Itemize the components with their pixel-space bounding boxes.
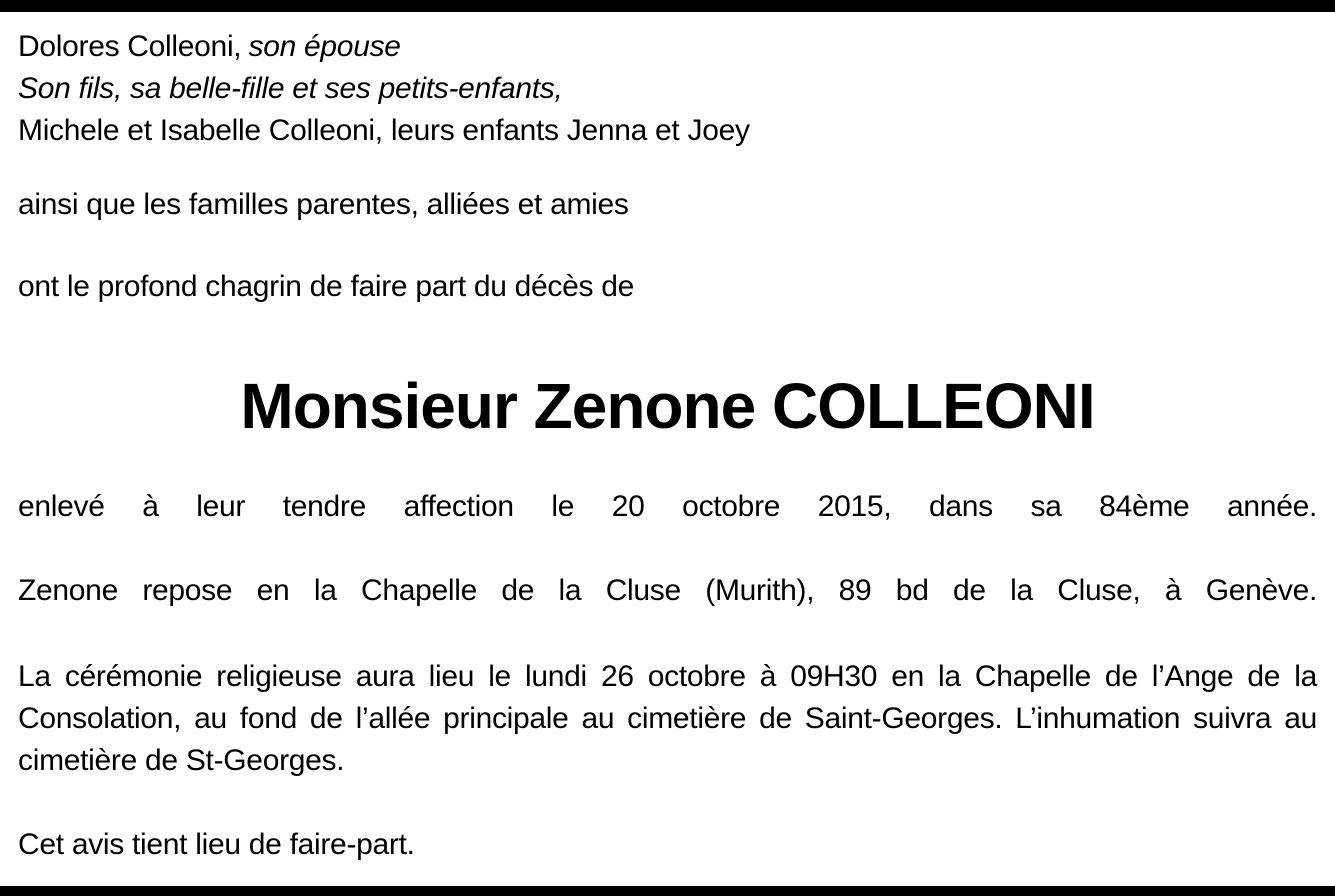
closing-line: Cet avis tient lieu de faire-part.	[18, 828, 415, 861]
intro-spouse-relation: son épouse	[248, 30, 401, 63]
intro-line-spouse	[18, 26, 1317, 68]
repose-location-line: Zenone repose en la Chapelle de la Cluse (Murith), 89 bd de la Cluse, à Genève.	[18, 574, 1317, 607]
intro-line-family-names: Michele et Isabelle Colleoni, leurs enfants Jenna et Joey	[18, 114, 750, 147]
top-border-rule	[0, 0, 1335, 12]
bottom-border-rule	[0, 886, 1335, 896]
grief-line: ont le profond chagrin de faire part du décès de	[18, 270, 635, 303]
intro-spouse-name: Dolores Colleoni,	[18, 30, 242, 63]
deceased-name-title: Monsieur Zenone COLLEONI	[240, 370, 1095, 442]
intro-line-family-roles: Son fils, sa belle-fille et ses petits-enfants,	[18, 72, 563, 105]
families-line: ainsi que les familles parentes, alliées et amies	[18, 188, 629, 221]
ceremony-paragraph: La cérémonie religieuse aura lieu le lundi 26 octobre à 09H30 en la Chapelle de l’Ange de la Consolation, au fond de l’allée principale au cimetière de Saint-Georges. L’inhumation suivra au cimetière de St-Georges.	[18, 660, 1317, 777]
death-date-line: enlevé à leur tendre affection le 20 octobre 2015, dans sa 84ème année.	[18, 490, 1317, 523]
